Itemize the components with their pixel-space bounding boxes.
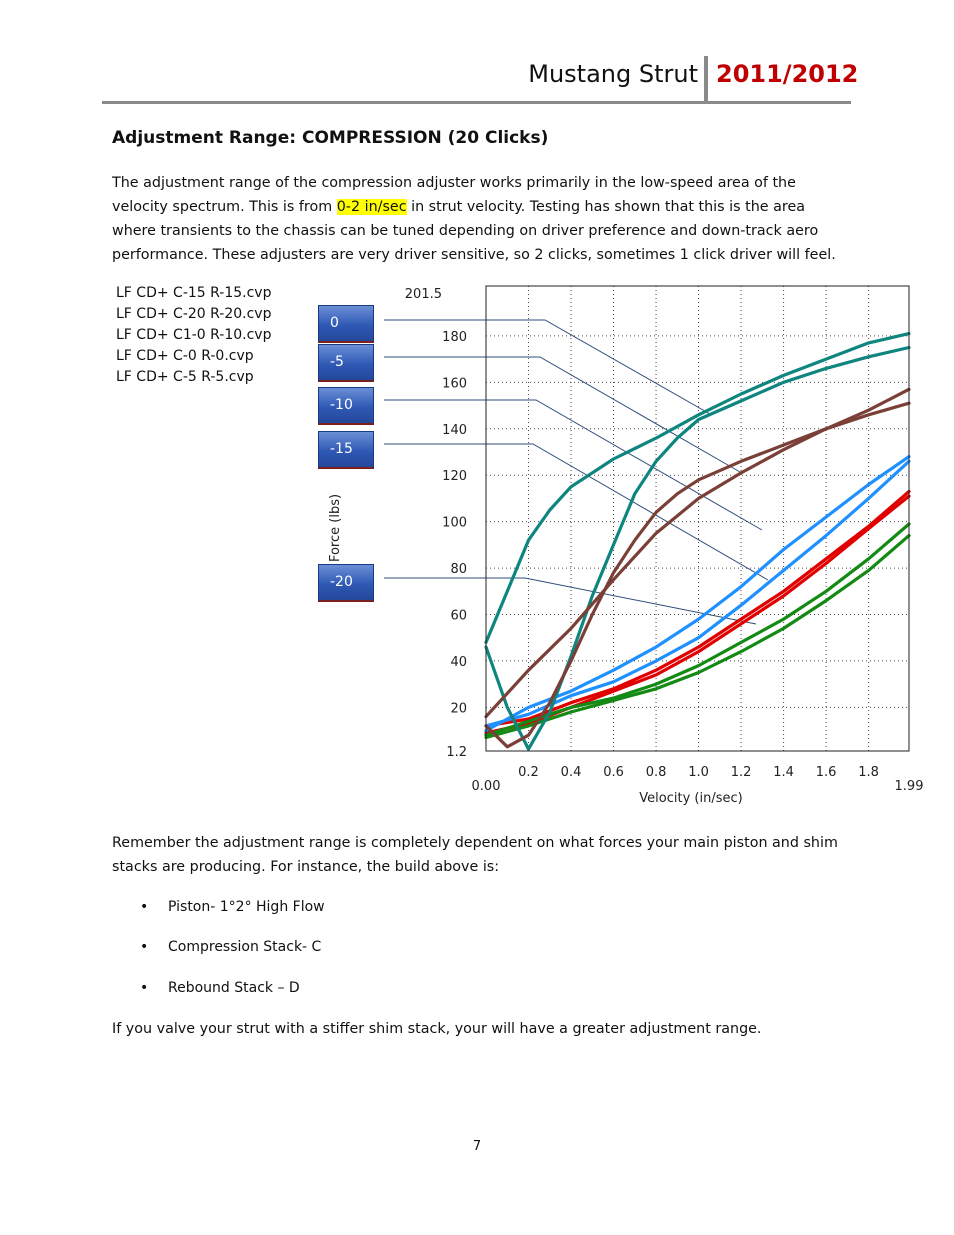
bullet-item-rebound: Rebound Stack – D xyxy=(168,980,300,996)
series-line-6 xyxy=(486,334,909,643)
x-tick-label: 1.4 xyxy=(773,765,794,780)
y-tick-label: 60 xyxy=(450,608,467,624)
legend-item-c10: LF CD+ C1-0 R-10.cvp xyxy=(116,327,272,343)
document-year: 2011/2012 xyxy=(716,60,859,88)
x-tick-label: 0.6 xyxy=(603,765,624,780)
document-title: Mustang Strut xyxy=(528,60,698,88)
legend-item-c5: LF CD+ C-5 R-5.cvp xyxy=(116,369,254,385)
bullet-item-piston: Piston- 1°2° High Flow xyxy=(168,899,325,915)
y-tick-label: 160 xyxy=(442,376,467,392)
legend-item-c20: LF CD+ C-20 R-20.cvp xyxy=(116,306,272,322)
x-tick-label: 0.2 xyxy=(518,765,539,780)
y-tick-label: 20 xyxy=(450,701,467,717)
x-tick-label: 1.0 xyxy=(688,765,709,780)
series-line-0 xyxy=(486,492,909,726)
y-tick-label: 80 xyxy=(450,562,467,578)
x-tick-label: 0.4 xyxy=(560,765,582,780)
callout-line xyxy=(384,444,768,580)
click-box-minus20: -20 xyxy=(318,564,374,602)
y-tick-label: 1.2 xyxy=(446,745,467,760)
page-number: 7 xyxy=(472,1139,482,1154)
x-tick-label: 1.2 xyxy=(730,765,752,780)
chart-series xyxy=(486,334,909,749)
x-tick-label: 1.8 xyxy=(858,765,879,780)
x-tick-label: 1.6 xyxy=(815,765,837,780)
bullet-marker: • xyxy=(140,980,149,996)
bullet-item-compression: Compression Stack- C xyxy=(168,939,322,955)
intro-text-2: in strut velocity. Testing has shown that this is the area where transients to the chassis can be tuned depending on driver preference and down-track aero performance. These adjusters are very driver sensitive, so 2 clicks, sometimes 1 click driver will feel. xyxy=(112,199,836,263)
section-title: Adjustment Range: COMPRESSION (20 Clicks) xyxy=(112,128,549,148)
y-tick-label: 201.5 xyxy=(404,287,442,302)
body-paragraph-2: Remember the adjustment range is completely dependent on what forces your main piston and shim stacks are producing. For instance, the build above is: xyxy=(112,835,838,875)
bullet-marker: • xyxy=(140,899,149,915)
click-box-0: 0 xyxy=(318,305,374,343)
click-box-minus10: -10 xyxy=(318,387,374,425)
closing-paragraph: If you valve your strut with a stiffer shim stack, your will have a greater adjustment range. xyxy=(112,1021,762,1037)
click-box-minus15: -15 xyxy=(318,431,374,469)
intro-text-1: The adjustment range of the compression adjuster works primarily in the low-speed area of the velocity spectrum. This is from xyxy=(112,175,796,215)
callout-line xyxy=(384,400,762,530)
x-axis-label: Velocity (in/sec) xyxy=(639,791,743,806)
y-tick-label: 100 xyxy=(442,515,467,531)
series-line-1 xyxy=(486,496,909,733)
y-axis-label: Force (lbs) xyxy=(328,493,343,563)
legend-item-c15: LF CD+ C-15 R-15.cvp xyxy=(116,285,272,301)
bullet-marker: • xyxy=(140,939,149,955)
y-tick-label: 140 xyxy=(442,422,467,438)
y-tick-label: 180 xyxy=(442,329,467,345)
y-tick-label: 40 xyxy=(450,654,467,670)
y-tick-label: 120 xyxy=(442,469,467,485)
velocity-highlight: 0-2 in/sec xyxy=(336,199,407,215)
click-box-minus5: -5 xyxy=(318,344,374,382)
x-tick-label: 1.99 xyxy=(894,779,924,794)
x-tick-label: 0.00 xyxy=(471,779,501,794)
x-tick-label: 0.8 xyxy=(645,765,667,780)
legend-item-c0: LF CD+ C-0 R-0.cvp xyxy=(116,348,254,364)
